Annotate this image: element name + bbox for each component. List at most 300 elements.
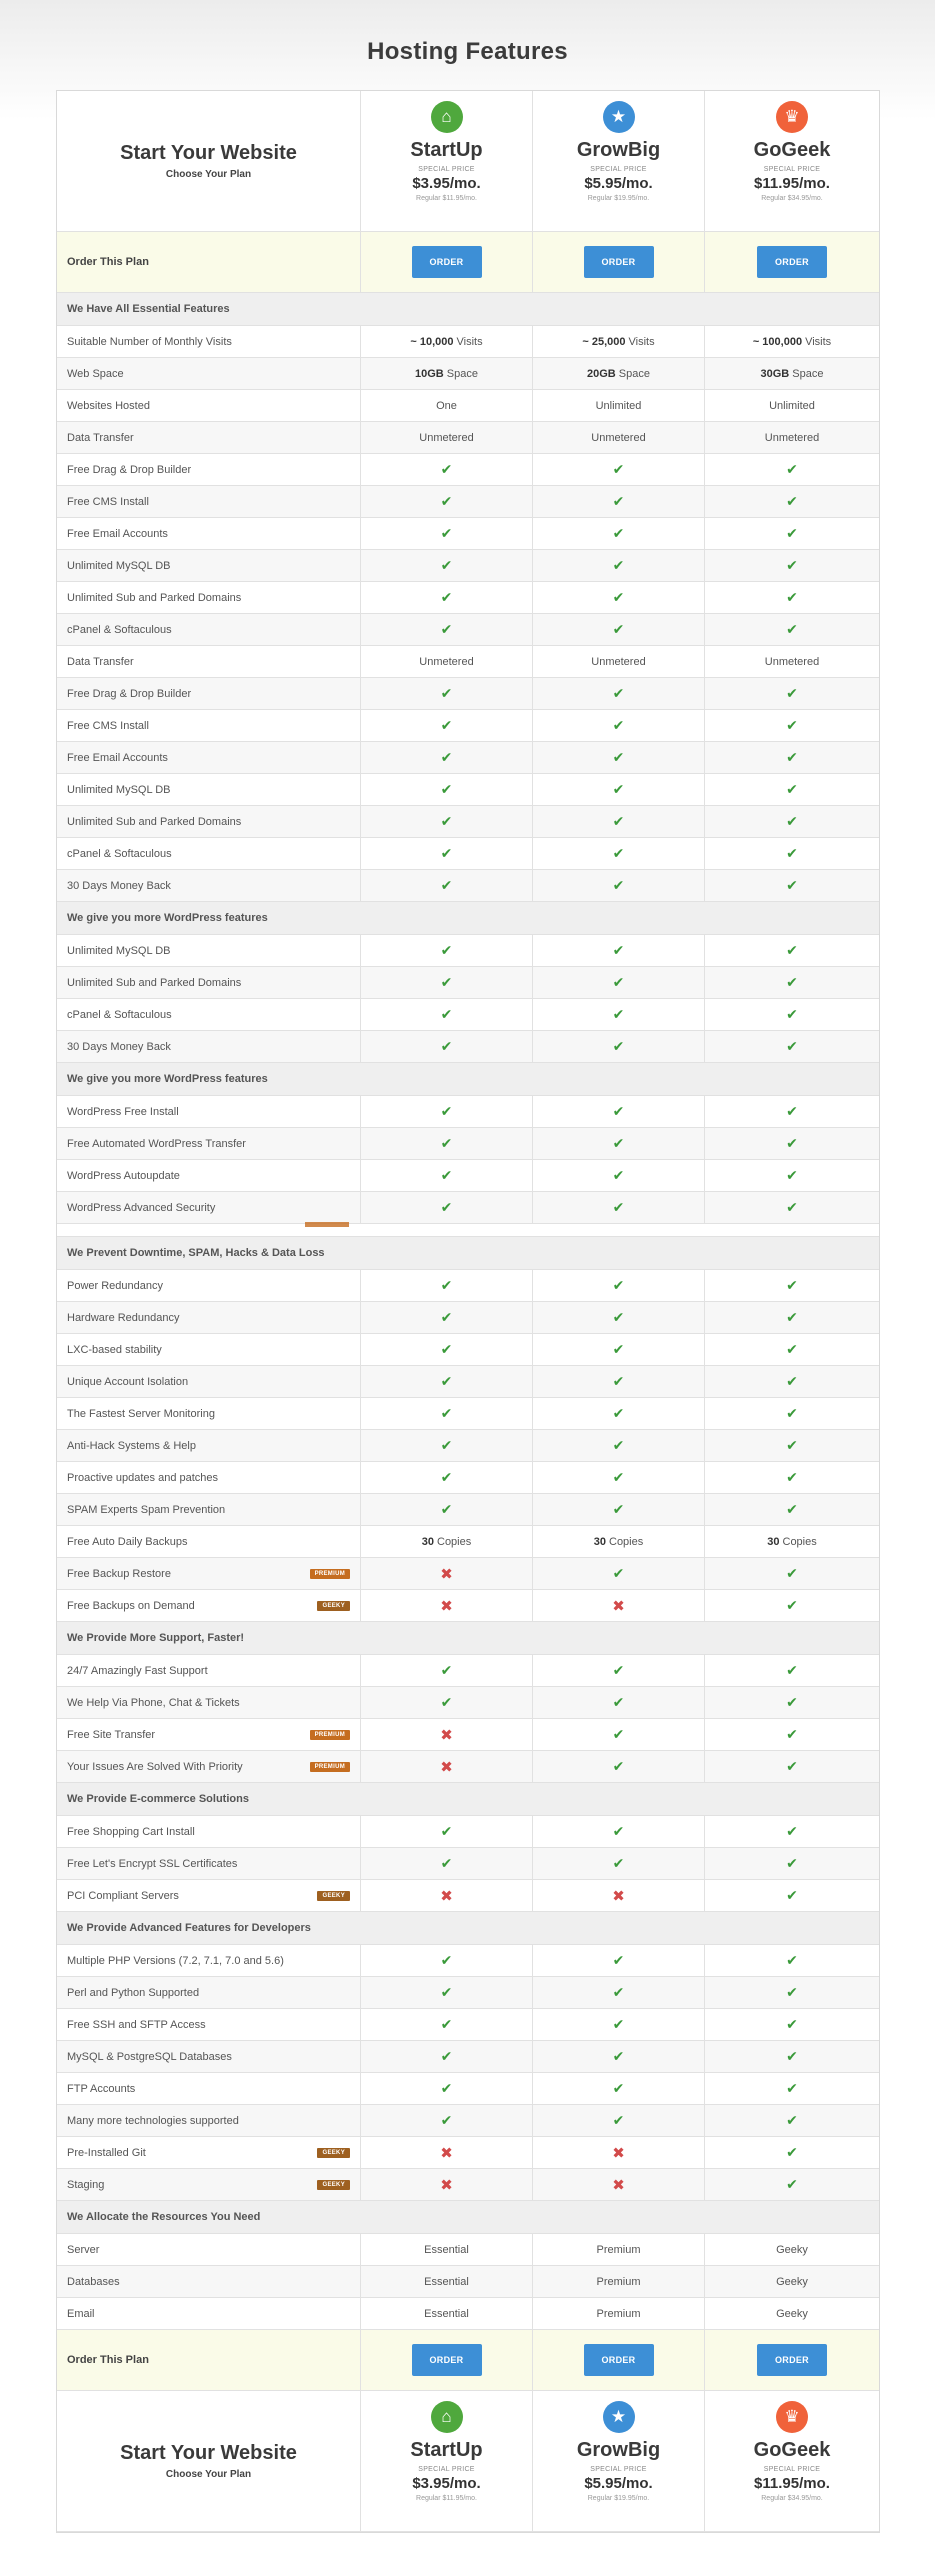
feature-cell (361, 935, 533, 966)
header-subtitle: Choose Your Plan (165, 169, 252, 180)
order-label: Order This Plan (57, 232, 361, 292)
feature-row (57, 935, 879, 967)
feature-row (57, 518, 879, 550)
feature-cell (361, 999, 533, 1030)
feature-cell (533, 1751, 705, 1782)
feature-cell (705, 454, 879, 485)
check-icon: ✔ (786, 2048, 798, 2064)
feature-row (57, 710, 879, 742)
feature-cell (361, 1880, 533, 1911)
feature-row (57, 358, 879, 390)
check-icon: ✔ (786, 1309, 798, 1325)
section-header: We Allocate the Resources You Need (57, 2201, 879, 2234)
feature-cell (361, 358, 533, 389)
feature-label (57, 486, 361, 517)
feature-cell (533, 326, 705, 357)
feature-cell (533, 710, 705, 741)
feature-cell (705, 1558, 879, 1589)
section-header: We Provide More Support, Faster! (57, 1622, 879, 1655)
feature-name: Unlimited MySQL DB (67, 783, 171, 796)
feature-cell (533, 454, 705, 485)
feature-name: Hardware Redundancy (67, 1311, 180, 1324)
feature-label (57, 1494, 361, 1525)
feature-cell (361, 1096, 533, 1127)
check-icon: ✔ (612, 2048, 625, 2064)
feature-cell (361, 1816, 533, 1847)
feature-cell (361, 486, 533, 517)
feature-cell (705, 1302, 879, 1333)
check-icon: ✔ (440, 461, 453, 477)
home-icon: ⌂ (431, 2401, 463, 2433)
order-cell (705, 2330, 879, 2390)
feature-label (57, 1590, 361, 1621)
check-icon: ✔ (786, 2112, 798, 2128)
check-icon: ✔ (440, 1855, 453, 1871)
cell-value: 10GB (415, 367, 444, 380)
feature-name: Free Shopping Cart Install (67, 1825, 195, 1838)
feature-name: Unique Account Isolation (67, 1375, 189, 1388)
order-cell (533, 232, 705, 292)
badge-geeky: GEEKY (317, 1891, 350, 1901)
cross-icon: ✖ (612, 2176, 625, 2194)
check-icon: ✔ (612, 1984, 625, 2000)
feature-label (57, 1945, 361, 1976)
feature-row (57, 486, 879, 518)
feature-label (57, 2009, 361, 2040)
feature-name: Free Site Transfer (67, 1728, 156, 1741)
feature-name: Free Drag & Drop Builder (67, 687, 192, 700)
feature-cell (533, 2105, 705, 2136)
feature-cell (361, 2009, 533, 2040)
plan-price: $3.95/mo. (412, 2475, 481, 2492)
check-icon: ✔ (786, 525, 798, 541)
check-icon: ✔ (786, 749, 798, 765)
feature-label (57, 614, 361, 645)
plan-price: $11.95/mo. (754, 175, 830, 192)
feature-row (57, 1096, 879, 1128)
feature-name: Free Backup Restore (67, 1567, 171, 1580)
feature-cell (705, 550, 879, 581)
feature-cell (533, 2298, 705, 2329)
feature-cell (361, 2105, 533, 2136)
check-icon: ✔ (612, 1405, 625, 1421)
check-icon: ✔ (440, 1501, 453, 1517)
cell-unit: Space (446, 367, 478, 380)
feature-cell (705, 1816, 879, 1847)
feature-cell (705, 774, 879, 805)
feature-cell (361, 1590, 533, 1621)
order-row (57, 232, 879, 293)
feature-label (57, 1031, 361, 1062)
check-icon: ✔ (440, 1103, 453, 1119)
feature-cell (705, 1031, 879, 1062)
feature-cell (533, 1270, 705, 1301)
feature-cell (361, 1192, 533, 1223)
feature-cell (705, 742, 879, 773)
order-button-growbig[interactable]: ORDER (584, 246, 654, 278)
feature-cell (533, 550, 705, 581)
check-icon: ✔ (612, 749, 625, 765)
plan-price: $11.95/mo. (754, 2475, 830, 2492)
feature-row (57, 582, 879, 614)
feature-label (57, 646, 361, 677)
cell-value: Geeky (776, 2243, 808, 2256)
feature-row (57, 2105, 879, 2137)
feature-label (57, 1816, 361, 1847)
feature-row (57, 742, 879, 774)
feature-name: Free Backups on Demand (67, 1599, 195, 1612)
special-price-label: SPECIAL PRICE (590, 166, 647, 173)
plan-name: GoGeek (753, 2439, 831, 2461)
feature-row (57, 678, 879, 710)
feature-cell (705, 390, 879, 421)
header-intro (57, 91, 361, 231)
cell-value: ~ 25,000 (582, 335, 626, 348)
feature-row (57, 1880, 879, 1912)
check-icon: ✔ (786, 1199, 798, 1215)
plan-header (57, 2391, 879, 2532)
feature-name: Databases (67, 2275, 120, 2288)
check-icon: ✔ (786, 1855, 798, 1871)
feature-cell (361, 2266, 533, 2297)
feature-row (57, 2234, 879, 2266)
header-title: Start Your Website (120, 2442, 297, 2464)
check-icon: ✔ (612, 1277, 625, 1293)
cell-value: 30 (767, 1535, 780, 1548)
order-button-gogeek[interactable]: ORDER (757, 2344, 827, 2376)
cell-value: Premium (596, 2243, 641, 2256)
feature-label (57, 518, 361, 549)
cell-value: 30GB (760, 367, 790, 380)
feature-name: Free CMS Install (67, 719, 149, 732)
feature-cell (361, 774, 533, 805)
feature-row (57, 838, 879, 870)
feature-label (57, 1270, 361, 1301)
feature-row (57, 1494, 879, 1526)
check-icon: ✔ (440, 845, 453, 861)
feature-cell (361, 1160, 533, 1191)
feature-label (57, 774, 361, 805)
feature-row (57, 326, 879, 358)
feature-cell (705, 678, 879, 709)
cell-value: Unmetered (419, 655, 474, 668)
feature-cell (361, 1462, 533, 1493)
feature-name: Proactive updates and patches (67, 1471, 219, 1484)
feature-row (57, 1270, 879, 1302)
feature-cell (361, 1687, 533, 1718)
check-icon: ✔ (786, 1277, 798, 1293)
check-icon: ✔ (612, 717, 625, 733)
feature-cell (705, 2009, 879, 2040)
plan-header (57, 91, 879, 232)
cell-value: Unmetered (591, 431, 646, 444)
check-icon: ✔ (440, 2016, 453, 2032)
feature-row (57, 1430, 879, 1462)
feature-cell (533, 1816, 705, 1847)
feature-cell (533, 2234, 705, 2265)
feature-cell (705, 486, 879, 517)
cell-value: 20GB (587, 367, 616, 380)
feature-name: 30 Days Money Back (67, 1040, 171, 1053)
badge-premium: PREMIUM (310, 1730, 350, 1740)
page-title: Hosting Features (367, 38, 568, 65)
feature-name: Free Let's Encrypt SSL Certificates (67, 1857, 238, 1870)
feature-cell (361, 870, 533, 901)
feature-label (57, 1687, 361, 1718)
special-price-label: SPECIAL PRICE (763, 2466, 821, 2473)
feature-cell (533, 774, 705, 805)
feature-name: Data Transfer (67, 431, 134, 444)
cross-icon: ✖ (440, 1726, 453, 1744)
feature-label (57, 454, 361, 485)
feature-cell (361, 838, 533, 869)
check-icon: ✔ (786, 1501, 798, 1517)
feature-row (57, 1655, 879, 1687)
cell-value: ~ 10,000 (410, 335, 454, 348)
order-button-growbig[interactable]: ORDER (584, 2344, 654, 2376)
feature-cell (533, 2041, 705, 2072)
order-cell (361, 232, 533, 292)
order-cell (705, 232, 879, 292)
check-icon: ✔ (786, 1694, 798, 1710)
check-icon: ✔ (612, 557, 625, 573)
order-row (57, 2330, 879, 2391)
feature-label (57, 1719, 361, 1750)
check-icon: ✔ (786, 1758, 798, 1774)
check-icon: ✔ (786, 1167, 798, 1183)
crown-icon: ♛ (776, 101, 808, 133)
feature-cell (533, 1526, 705, 1557)
feature-row (57, 999, 879, 1031)
badge-premium: PREMIUM (310, 1569, 350, 1579)
feature-cell (533, 2169, 705, 2200)
feature-cell (533, 935, 705, 966)
feature-name: FTP Accounts (67, 2082, 136, 2095)
feature-label (57, 1160, 361, 1191)
check-icon: ✔ (786, 685, 798, 701)
cell-value: Unmetered (764, 655, 820, 668)
check-icon: ✔ (612, 589, 625, 605)
section-header: We Provide E-commerce Solutions (57, 1783, 879, 1816)
check-icon: ✔ (612, 2016, 625, 2032)
check-icon: ✔ (440, 1984, 453, 2000)
feature-cell (533, 1096, 705, 1127)
check-icon: ✔ (786, 461, 798, 477)
plan-column-startup (361, 2391, 533, 2531)
feature-label (57, 582, 361, 613)
feature-label (57, 1398, 361, 1429)
feature-name: Free SSH and SFTP Access (67, 2018, 206, 2031)
cell-value: Geeky (776, 2275, 808, 2288)
check-icon: ✔ (440, 1199, 453, 1215)
cross-icon: ✖ (440, 2176, 453, 2194)
feature-cell (361, 2137, 533, 2168)
check-icon: ✔ (440, 621, 453, 637)
feature-label (57, 422, 361, 453)
clipped-row (57, 1224, 879, 1237)
regular-price: Regular $19.95/mo. (587, 2495, 650, 2502)
cell-value: Unmetered (764, 431, 820, 444)
check-icon: ✔ (440, 1309, 453, 1325)
feature-row (57, 1751, 879, 1783)
badge-geeky: GEEKY (317, 1601, 350, 1611)
check-icon: ✔ (786, 1373, 798, 1389)
feature-label (57, 1751, 361, 1782)
feature-cell (533, 1719, 705, 1750)
order-cell (361, 2330, 533, 2390)
cell-value: Unmetered (591, 655, 646, 668)
plan-name: GrowBig (576, 139, 661, 161)
cell-unit: Visits (456, 335, 483, 348)
feature-cell (533, 2137, 705, 2168)
feature-cell (705, 710, 879, 741)
feature-cell (361, 1526, 533, 1557)
cell-value: 30 (593, 1535, 606, 1548)
feature-label (57, 2234, 361, 2265)
check-icon: ✔ (786, 1038, 798, 1054)
feature-cell (705, 1192, 879, 1223)
feature-cell (705, 1096, 879, 1127)
check-icon: ✔ (440, 749, 453, 765)
feature-cell (533, 1848, 705, 1879)
feature-label (57, 1128, 361, 1159)
feature-row (57, 1366, 879, 1398)
feature-label (57, 710, 361, 741)
feature-cell (705, 935, 879, 966)
feature-cell (705, 358, 879, 389)
feature-cell (361, 390, 533, 421)
feature-label (57, 2137, 361, 2168)
order-button-gogeek[interactable]: ORDER (757, 246, 827, 278)
feature-cell (533, 1366, 705, 1397)
feature-cell (705, 2041, 879, 2072)
check-icon: ✔ (786, 1103, 798, 1119)
feature-row (57, 1590, 879, 1622)
feature-label (57, 1558, 361, 1589)
feature-label (57, 1880, 361, 1911)
plan-name: GrowBig (576, 2439, 661, 2461)
check-icon: ✔ (612, 2112, 625, 2128)
feature-name: PCI Compliant Servers (67, 1889, 179, 1902)
feature-cell (533, 1880, 705, 1911)
plan-price: $5.95/mo. (584, 175, 653, 192)
feature-cell (533, 2266, 705, 2297)
feature-row (57, 1687, 879, 1719)
order-button-startup[interactable]: ORDER (412, 246, 482, 278)
feature-label (57, 2073, 361, 2104)
check-icon: ✔ (786, 557, 798, 573)
plan-price: $5.95/mo. (584, 2475, 653, 2492)
star-icon: ★ (603, 2401, 635, 2433)
feature-name: cPanel & Softaculous (67, 1008, 172, 1021)
check-icon: ✔ (786, 781, 798, 797)
check-icon: ✔ (612, 1199, 625, 1215)
feature-name: 24/7 Amazingly Fast Support (67, 1664, 208, 1677)
feature-cell (361, 1398, 533, 1429)
feature-name: Many more technologies supported (67, 2114, 239, 2127)
check-icon: ✔ (612, 1309, 625, 1325)
feature-row (57, 1334, 879, 1366)
feature-label (57, 2041, 361, 2072)
feature-cell (533, 1128, 705, 1159)
cross-icon: ✖ (440, 2144, 453, 2162)
feature-name: Free Drag & Drop Builder (67, 463, 192, 476)
check-icon: ✔ (440, 717, 453, 733)
check-icon: ✔ (786, 1006, 798, 1022)
feature-name: Free Auto Daily Backups (67, 1535, 188, 1548)
feature-cell (361, 742, 533, 773)
check-icon: ✔ (440, 1006, 453, 1022)
feature-cell (533, 1462, 705, 1493)
check-icon: ✔ (786, 2080, 798, 2096)
check-icon: ✔ (612, 1167, 625, 1183)
feature-cell (705, 999, 879, 1030)
feature-cell (705, 838, 879, 869)
feature-row (57, 1719, 879, 1751)
section-header: We give you more WordPress features (57, 902, 879, 935)
feature-cell (705, 614, 879, 645)
feature-label (57, 742, 361, 773)
feature-cell (705, 646, 879, 677)
cell-value: ~ 100,000 (752, 335, 803, 348)
feature-cell (533, 1494, 705, 1525)
feature-cell (361, 614, 533, 645)
feature-row (57, 614, 879, 646)
feature-row (57, 1128, 879, 1160)
feature-cell (533, 1398, 705, 1429)
feature-cell (705, 1128, 879, 1159)
feature-row (57, 1816, 879, 1848)
feature-label (57, 838, 361, 869)
feature-row (57, 1462, 879, 1494)
feature-cell (533, 806, 705, 837)
feature-row (57, 2009, 879, 2041)
check-icon: ✔ (440, 589, 453, 605)
feature-cell (361, 326, 533, 357)
feature-cell (361, 1270, 533, 1301)
feature-cell (705, 1526, 879, 1557)
feature-row (57, 2266, 879, 2298)
check-icon: ✔ (440, 1694, 453, 1710)
feature-cell (361, 582, 533, 613)
feature-cell (705, 2266, 879, 2297)
order-button-startup[interactable]: ORDER (412, 2344, 482, 2376)
badge-premium: PREMIUM (310, 1762, 350, 1772)
feature-row (57, 870, 879, 902)
feature-label (57, 326, 361, 357)
cross-icon: ✖ (440, 1758, 453, 1776)
feature-cell (705, 870, 879, 901)
check-icon: ✔ (612, 1469, 625, 1485)
cross-icon: ✖ (612, 2144, 625, 2162)
check-icon: ✔ (440, 2080, 453, 2096)
feature-label (57, 2169, 361, 2200)
check-icon: ✔ (612, 877, 625, 893)
feature-cell (705, 1945, 879, 1976)
check-icon: ✔ (786, 2176, 798, 2192)
check-icon: ✔ (440, 2048, 453, 2064)
feature-row (57, 2073, 879, 2105)
feature-cell (361, 1558, 533, 1589)
check-icon: ✔ (786, 717, 798, 733)
cell-value: Premium (596, 2307, 641, 2320)
check-icon: ✔ (612, 525, 625, 541)
feature-cell (705, 806, 879, 837)
plan-column-growbig (533, 91, 705, 231)
check-icon: ✔ (612, 1006, 625, 1022)
check-icon: ✔ (440, 1167, 453, 1183)
feature-cell (705, 1462, 879, 1493)
